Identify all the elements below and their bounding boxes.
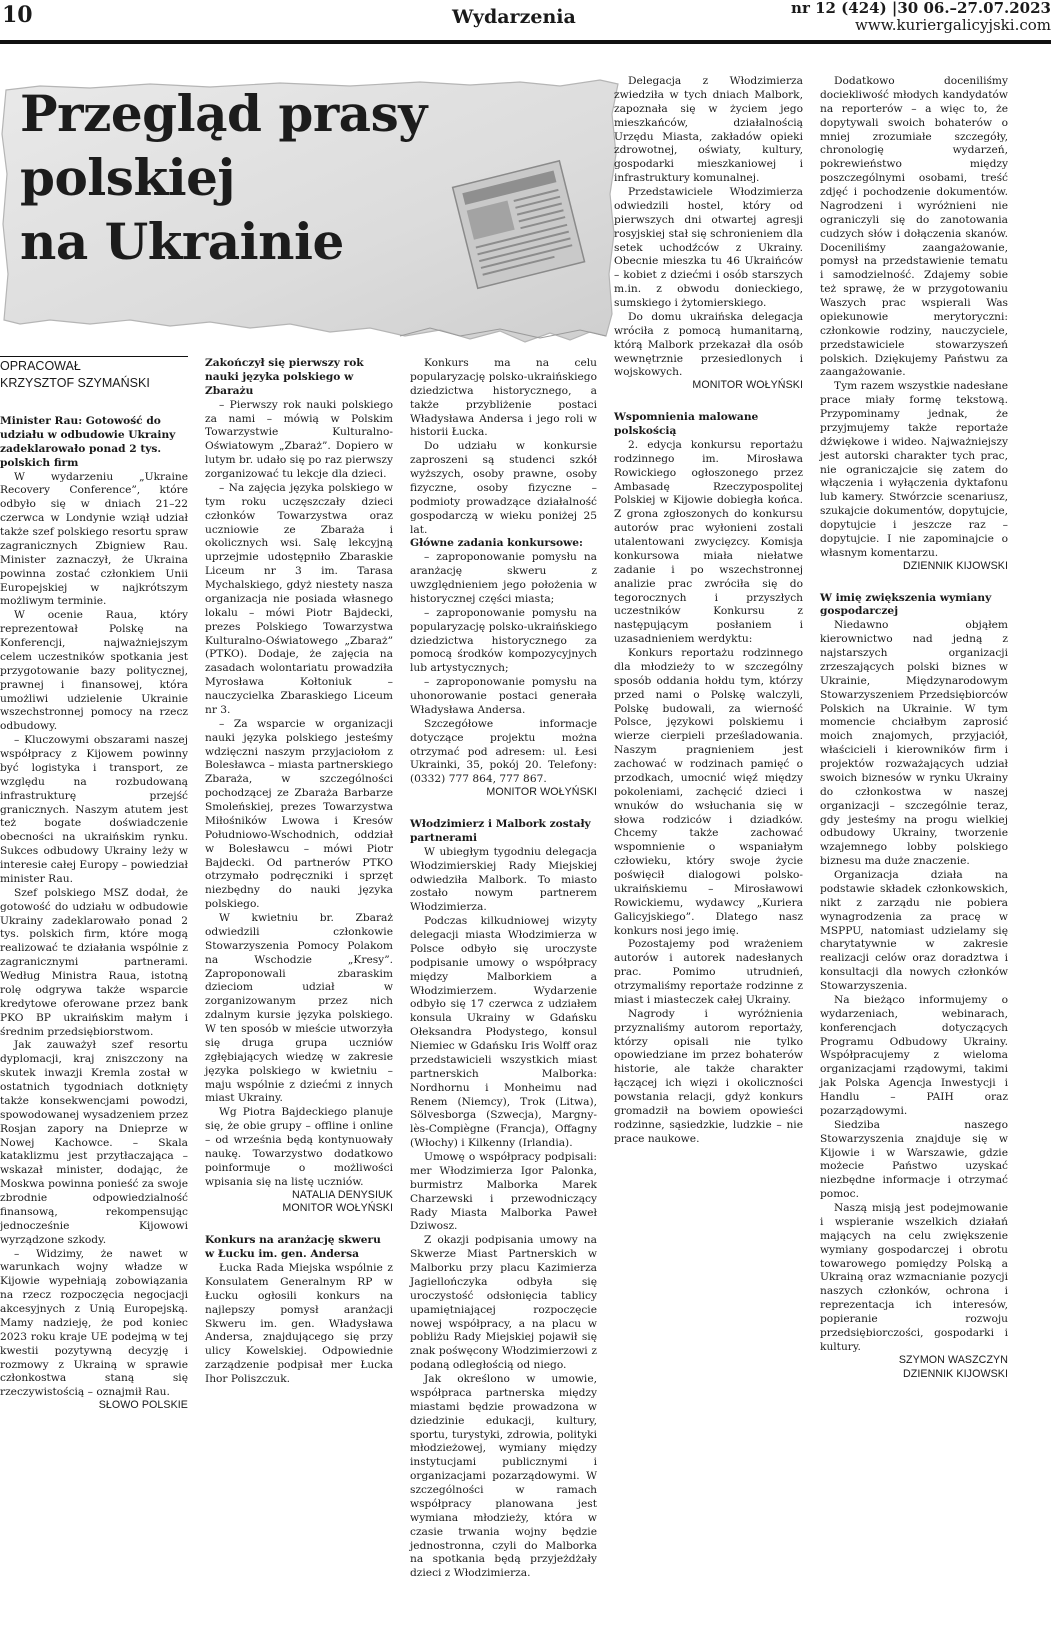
- article-title-lutsk: Konkurs na aranżację skweru w Łucku im. gen. Andersa: [205, 1233, 381, 1261]
- header-rule: [0, 40, 1051, 44]
- article-paragraph: Z okazji podpisania umowy na Skwerze Miast Partnerskich w Malborku przy placu Kazimierza Jagiellończyka odbyła się uroczystość odsłonięcia tablicy upamiętniającej rozpoczęcie nowej współpracy, a na placu w pobliżu Rady Miejskiej pojawił się znak pośwęcony Włodzimierzowi z podaną odległością od niego.: [410, 1233, 597, 1372]
- article-paragraph: W wydarzeniu „Ukraine Recovery Conference”, które odbyło się w dniach 21–22 czerwca w Londynie wziął udział także szef polskiego resortu spraw zagranicznych Zbigniew Rau. Minister zaznaczył, że Ukraina powinna zostać członkiem Unii Europejskiej w najkrótszym możliwym terminie.: [0, 469, 188, 608]
- article-paragraph: Na bieżąco informujemy o wydarzeniach, webinarach, konferencjach dotyczących Programu Odbudowy Ukrainy. Współpracujemy z wieloma organizacjami rządowymi, takimi jak Polska Agencja Inwestycji i Handlu – PAIH oraz pozarządowymi.: [820, 992, 1008, 1117]
- article-paragraph: Przedstawiciele Włodzimierza odwiedzili hostel, który od pierwszych dni otwartej agresji rosyjskiej stał się schronieniem dla setek uchodźców z Ukrainy. Obecnie mieszka tu 46 Ukraińców – kobiet z dziećmi i osób starszych m.in. z obwodu donieckiego, sumskiego i żytomierskiego.: [614, 185, 803, 309]
- task-item: – zaproponowanie pomysłu na popularyzację polsko-ukraińskiego dziedzictwa historycznego za pomocą środków kompozycyjnych lub artystycznych;: [410, 605, 597, 675]
- article-paragraph: Konkurs ma na celu popularyzację polsko-ukraińskiego dziedzictwa historycznego, a także przybliżenie postaci Władysława Andersa i jego roli w historii Łucka.: [410, 356, 597, 439]
- section-title: Wydarzenia: [452, 6, 576, 28]
- article-paragraph: 2. edycja konkursu reportażu rodzinnego im. Mirosława Rowickiego ogłoszonego przez Ambasadę Rzeczypospolitej Polskiej w Kijowie dobiegła końca. Z grona zgłoszonych do konkursu autorów prac wyłonieni zostali utalentowani zwycięzcy. Komisja konkursowa miała niełatwe zadanie i po wszechstronnej analizie prac zwróciła się do tegorocznych i przyszłych uczestników Konkursu z następującym posłaniem i uzasadnieniem werdyktu:: [614, 437, 803, 646]
- task-item: – zaproponowanie pomysłu na aranżację skweru z uwzględnieniem jego położenia w historycznej części miasta;: [410, 550, 597, 605]
- article-paragraph: W kwietniu br. Zbaraż odwiedzili członkowie Stowarzyszenia Pomocy Polakom na Wschodzie „Kresy”. Zaproponowali zbaraskim dzieciom udział w zorganizowanym przez nich zdalnym kursie języka polskiego. W ten sposób w mieście utworzyła się druga grupa uczniów zgłębiających wiedzę w zakresie języka polskiego w kwietniu – maju wspólnie z dziećmi z innych miast Ukrainy.: [205, 911, 393, 1105]
- article-paragraph: – Za wsparcie w organizacji nauki języka polskiego jesteśmy wdzięczni naszym przyjaciołom z Bolesławca – miasta partnerskiego Zbaraża, w szczególności pochodzącej ze Zbaraża Barbarze Smoleńskiej, prezes Towarzystwa Miłośników Lwowa i Kresów Południowo-Wschodnich, oddział w Bolesławcu – mówi Piotr Bajdecki. Od partnerów PTKO otrzymało podręczniki i sprzęt niezbędny do nauki języka polskiego.: [205, 716, 393, 911]
- column-3: [410, 356, 597, 1580]
- article-paragraph: Podczas kilkudniowej wizyty delegacji miasta Włodzimierza w Polsce odbyło się uroczyste podpisanie umowy o współpracy między Malborkiem a Włodzimierzem. Wydarzenie odbyło się 17 czerwca z udziałem konsula Ukrainy w Gdańsku Ołeksandra Płodystego, konsul Niemiec w Gdańsku Iris Wolff oraz przedstawicieli wszystkich miast partnerskich Malborka: Nordhornu i Monheimu nad Renem (Niemcy), Trok (Litwa), Sölvesborga (Szwecja), Margny-lès-Compiègne (Francja), Offagny (Włochy) i Kilkenny (Irlandia).: [410, 914, 597, 1150]
- issue-info: [791, 0, 1051, 34]
- article-paragraph: – Kluczowymi obszarami naszej współpracy z Kijowem powinny być logistyka i transport, ze względu na rozbudowaną infrastrukturę przejść granicznych. Naszym atutem jest też bogate doświadczenie obecności na ukraińskim rynku. Sukces odbudowy Ukrainy leży w interesie całej Europy – powiedział minister Rau.: [0, 733, 188, 885]
- article-paragraph: – Pierwszy rok nauki polskiego za nami – mówią w Polskim Towarzystwie Kulturalno-Oświatowym „Zbaraż”. Dopiero w lutym br. udało się po raz pierwszy zorganizować tu lekcje dla dzieci.: [205, 397, 393, 480]
- article-paragraph: Delegacja z Włodzimierza zwiedziła w tych dniach Malbork, zapoznała się w życiem jego mieszkańców, działalnością Urzędu Miasta, zakładów opieki zdrowotnej, oświaty, kultury, gospodarki mieszkaniowej i infrastruktury komunalnej.: [614, 74, 803, 185]
- column-1: [0, 356, 188, 1413]
- article-source: SŁOWO POLSKIE: [98, 1399, 188, 1412]
- article-paragraph: Do domu ukraińska delegacja wróciła z pomocą humanitarną, którą Malbork przekazał dla osób wewnętrznie przesiedlonych i wojskowych.: [614, 309, 803, 379]
- article-paragraph: W ubiegłym tygodniu delegacja Włodzimierskiej Rady Miejskiej odwiedziła Malbork. To miasto zostało nowym partnerem Włodzimierza.: [410, 844, 597, 914]
- article-source: MONITOR WOŁYŃSKI: [692, 379, 803, 392]
- article-paragraph: Szczegółowe informacje dotyczące projektu można otrzymać pod adresem: ul. Łesi Ukrainki, 35, pokój 20. Telefony: (0332) 777 864, 777 867.: [410, 716, 597, 786]
- article-paragraph: Tym razem wszystkie nadesłane prace miały formę tekstową. Przypominamy jednak, że przyjmujemy także reportaże dźwiękowe i wideo. Najważniejszy jest autorski charakter tych prac, nie ograniczajcie się zatem do włączenia i wyłączenia dyktafonu lub kamery. Stwórzcie scenariusz, szukajcie dokumentów, dopytujcie, dopytujcie i jeszcze raz – dopytujcie. I nie zapominajcie o własnym komentarzu.: [820, 379, 1008, 559]
- article-paragraph: Jak zauważył szef resortu dyplomacji, kraj zniszczony na skutek inwazji Kremla został w ostatnich tygodniach dotknięty także konsekwencjami powodzi, spowodowanej wysadzeniem przez Rosjan zapory na Dnieprze w Nowej Kachowce. – Skala kataklizmu jest przytłaczająca – wskazał minister, dodając, że Moskwa powinna ponieść za swoje zbrodnie odpowiedzialność finansową, rekompensując jednocześnie Kijowowi wyrządzone szkody.: [0, 1038, 188, 1246]
- column-2: [205, 356, 393, 1386]
- article-author: NATALIA DENYSIUK: [292, 1188, 393, 1201]
- article-paragraph: – Na zajęcia języka polskiego w tym roku uczęszczały dzieci członków Towarzystwa oraz uczniowie ze Zbaraża i okolicznych wsi. Salę lekcyjną uprzejmie udostępniło Zbaraskie Liceum nr 3 im. Tarasa Mychalskiego, gdyż niestety nasza organizacja nie posiada własnego lokalu – mówi Piotr Bajdecki, prezes Polskiego Towarzystwa Kulturalno-Oświatowego „Zbaraż” (PTKO). Dodaje, że zajęcia na zasadach wolontariatu prowadziła Myrosława Kołtoniuk – nauczycielka Zbaraskiego Liceum nr 3.: [205, 480, 393, 716]
- article-paragraph: W ocenie Raua, który reprezentował Polskę na Konferencji, najważniejszym celem uczestników spotkania jest przygotowanie bazy politycznej, prawnej i finansowej, która umożliwi udzielenie Ukrainie wszechstronnej pomocy na rzecz odbudowy.: [0, 608, 188, 733]
- article-source: DZIENNIK KIJOWSKI: [902, 1367, 1008, 1380]
- issue-number: nr 12 (424) |30 06.–27.07.2023: [791, 0, 1051, 17]
- article-paragraph: Szef polskiego MSZ dodał, że gotowość do udziału w odbudowie Ukrainy zadeklarowało ponad 2 tys. polskich firm, które mogą realizować te działania wspólnie z zagranicznymi partnerami. Według Ministra Raua, istotną rolę odgrywa także wsparcie kredytowe oferowane przez bank PKO BP ukraińskim małym i średnim przedsiębiorstwom.: [0, 885, 188, 1038]
- article-paragraph: Niedawno objąłem kierownictwo nad jedną z najstarszych organizacji zrzeszających polski biznes w Ukrainie, Międzynarodowym Stowarzyszeniem Przedsiębiorców Polskich na Ukrainie. W tym momencie chciałbym zaprosić moich znajomych, przyjaciół, właścicieli i kierowników firm i projektów rozważających udział swoich biznesów w rynku Ukrainy do członkostwa w naszej organizacji – szczególnie teraz, gdy jesteśmy na progu wielkiej odbudowy Ukrainy, tworzenie wzajemnego lobby polskiego biznesu ma duże znaczenie.: [820, 618, 1008, 868]
- article-title-rau: Minister Rau: Gotowość do udziału w odbudowie Ukrainy zadeklarowało ponad 2 tys. polskich firm: [0, 414, 176, 469]
- byline-author: KRZYSZTOF SZYMAŃSKI: [0, 376, 150, 390]
- article-source: DZIENNIK KIJOWSKI: [902, 559, 1008, 572]
- page-number: 10: [2, 2, 33, 28]
- byline: [0, 356, 188, 392]
- article-title-memories: Wspomnienia malowane polskością: [614, 410, 759, 437]
- article-paragraph: Siedziba naszego Stowarzyszenia znajduje się w Kijowie i w Warszawie, gdzie możecie Państwo uzyskać niezbędne informacje i otrzymać pomoc.: [820, 1117, 1008, 1201]
- article-title-malbork: Włodzimierz i Malbork zostały partnerami: [410, 817, 591, 844]
- newspaper-icon: [446, 158, 596, 293]
- article-paragraph: Wg Piotra Bajdeckiego planuje się, że obie grupy – offline i online – od września będą kontynuowały naukę. Towarzystwo dodatkowo poinformuje o możliwości wpisania się na listę uczniów.: [205, 1105, 393, 1188]
- banner-title: Przegląd prasy polskiej na Ukrainie: [20, 84, 427, 271]
- article-source: MONITOR WOŁYŃSKI: [282, 1202, 393, 1215]
- title-banner: [0, 74, 630, 349]
- article-author: SZYMON WASZCZYN: [898, 1353, 1008, 1366]
- article-paragraph: Organizacja działa na podstawie składek członkowskich, nikt z zarządu nie pobiera wynagrodzenia za pracę w MSPPU, natomiast udzielamy się charytatywnie w zakresie realizacji celów oraz doradztwa i konsultacji dla nowych członków Stowarzyszenia.: [820, 868, 1008, 992]
- article-paragraph: Pozostajemy pod wrażeniem autorów i autorek nadesłanych prac. Pomimo utrudnień, otrzymaliśmy reportaże rodzinne z miast i miasteczek całej Ukrainy.: [614, 937, 803, 1006]
- article-source: MONITOR WOŁYŃSKI: [486, 786, 597, 799]
- column-5: [820, 74, 1008, 1381]
- website-link[interactable]: www.kuriergalicyjski.com: [855, 16, 1051, 34]
- article-paragraph: Umowę o współpracy podpisali: mer Włodzimierza Igor Palonka, burmistrz Malborka Marek Charzewski i przewodniczący Rady Miasta Malborka Paweł Dziwosz.: [410, 1150, 597, 1233]
- article-paragraph: Naszą misją jest podejmowanie i wspieranie wszelkich działań mających na celu zwiększenie wymiany gospodarczej i obrotu towarowego pomiędzy Polską a Ukrainą oraz wzmacnianie pozycji naszych członków, ochrona i reprezentacja ich interesów, popieranie rozwoju przedsiębiorczości, gospodarki i kultury.: [820, 1201, 1008, 1353]
- tasks-heading: Główne zadania konkursowe:: [410, 536, 583, 550]
- article-paragraph: Łucka Rada Miejska wspólnie z Konsulatem Generalnym RP w Łucku ogłosili konkurs na najlepszy pomysł aranżacji Skweru im. gen. Władysława Andersa, znajdującego się przy ulicy Kowelskiej. Odpowiednie zarządzenie podpisał mer Łucka Ihor Poliszczuk.: [205, 1261, 393, 1385]
- article-paragraph: – Widzimy, że nawet w warunkach wojny władze w Kijowie wypełniają zobowiązania na rzecz rozpoczęcia negocjacji akcesyjnych z Unią Europejską. Mamy nadzieję, że pod koniec 2023 roku kraje UE podejmą w tej kwestii pozytywną decyzję i rozmowy z Ukrainą w sprawie członkostwa staną się rzeczywistością – oznajmił Rau.: [0, 1246, 188, 1399]
- article-paragraph: Jak określono w umowie, współpraca partnerska między miastami będzie prowadzona w dziedzinie edukacji, kultury, sportu, turystyki, zdrowia, polityki młodzieżowej, wymiany między instytucjami publicznymi i organizacjami pozarządowymi. W szczególności w ramach współpracy planowana jest wymiana młodzieży, która w czasie trwania wojny będzie jednostronna, czyli do Malborka na spotkania będą przyjeżdżały dzieci z Włodzimierza.: [410, 1372, 597, 1580]
- task-item: – zaproponowanie pomysłu na uhonorowanie postaci generała Władysława Andersa.: [410, 675, 597, 716]
- article-paragraph: Dodatkowo doceniliśmy dociekliwość młodych kandydatów na reporterów – a więc to, że dopytywali swoich bohaterów o mniej zrozumiałe szczegóły, chronologię wydarzeń, pokrewieństwo między poszczególnymi osobami, treść zdjęć i pochodzenie dokumentów. Nagrodzeni i wyróżnieni nie ograniczyli się do zanotowania cudzych słów i dołączenia skanów. Doceniliśmy zaangażowanie, pomysł na przedstawienie tematu i samodzielność. Zdajemy sobie też sprawę, że w przygotowaniu Waszych prac wspierali Was opiekunowie merytoryczni: członkowie rodziny, nauczyciele, przedstawiciele stowarzyszeń polskich. Dziękujemy Państwu za zaangażowanie.: [820, 74, 1008, 379]
- article-paragraph: Do udziału w konkursie zaproszeni są studenci szkół wyższych, osoby prawne, osoby fizyczne, osoby fizyczne – podmioty prowadzące działalność gospodarczą w wieku poniżej 25 lat.: [410, 439, 597, 536]
- column-4: [614, 74, 803, 1146]
- article-paragraph: Konkurs reportażu rodzinnego dla młodzieży to w szczególny sposób oddania hołdu tym, którzy przed nami o Polskę walczyli, Polskę budowali, za wierność Polsce, językowi polskiemu i wierze cierpieli prześladowania. Naszym pragnieniem jest zachować w rodzinach pamięć o przodkach, umocnić więź między pokoleniami, zachęcić dzieci i wnuków do wsłuchania się w słowa rodziców i dziadków. Chcemy także zachować wspomnienie o wspaniałym człowieku, który swoje życie poświęcił dialogowi polsko-ukraińskiemu – Mirosławowi Rowickiemu, wydawcy „Kuriera Galicyjskiego”. Dlatego nasz konkurs nosi jego imię.: [614, 646, 803, 937]
- page-header: [0, 0, 1051, 46]
- article-paragraph: Nagrody i wyróżnienia przyznaliśmy autorom reportaży, którzy opisali nie tylko opowiedziane im przez bohaterów historie, ale także charakter łączącej ich więzi i okoliczności powstania relacji, gdyż konkurs gromadził na bowiem opowieści rodzinne, sąsiedzkie, ludzkie – nie prace naukowe.: [614, 1006, 803, 1145]
- article-title-business: W imię zwiększenia wymiany gospodarczej: [820, 590, 992, 618]
- article-title-zbaraz: Zakończył się pierwszy rok nauki języka polskiego w Zbarażu: [205, 356, 364, 397]
- byline-label: OPRACOWAŁ: [0, 359, 81, 373]
